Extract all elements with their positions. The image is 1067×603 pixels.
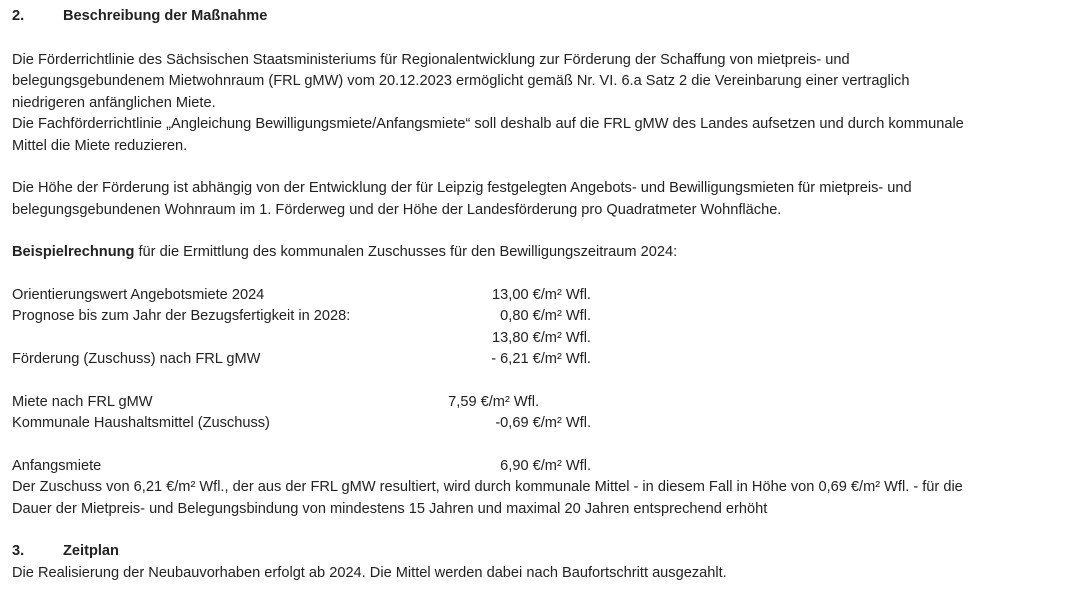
calc-value: 13,00 €/m² Wfl. <box>492 286 591 303</box>
calc-label: Anfangsmiete <box>12 457 102 474</box>
calc-row <box>12 413 1062 435</box>
section-3-number: 3. <box>12 543 25 559</box>
text-line: Die Fachförderrichtlinie „Angleichung Bewilligungsmiete/Anfangsmiete“ soll deshalb auf die FRL gMW des Landes aufsetzen und durch kommunale <box>12 116 964 132</box>
calc-label: Förderung (Zuschuss) nach FRL gMW <box>12 351 261 367</box>
section-2-number: 2. <box>12 8 25 24</box>
calc-value: 6,90 €/m² Wfl. <box>500 457 591 474</box>
zeitplan-text: Die Realisierung der Neubauvorhaben erfolgt ab 2024. Die Mittel werden dabei nach Baufortschritt ausgezahlt. <box>12 564 727 581</box>
paragraph-foerderrichtlinie <box>12 50 1062 158</box>
calc-row <box>12 456 1062 478</box>
document-page <box>12 6 1062 584</box>
calc-label: Orientierungswert Angebotsmiete 2024 <box>12 286 265 303</box>
section-3-heading <box>12 541 1062 563</box>
calc-value: -0,69 €/m² Wfl. <box>495 415 591 431</box>
text-line: Die Förderrichtlinie des Sächsischen Staatsministeriums für Regionalentwicklung zur Förderung der Schaffung von mietpreis- und <box>12 51 850 68</box>
calc-value: 13,80 €/m² Wfl. <box>492 329 591 346</box>
text-line: Der Zuschuss von 6,21 €/m² Wfl., der aus der FRL gMW resultiert, wird durch kommunale Mittel - in diesem Fall in Höhe von 0,69 €/m² Wfl. - für die <box>12 479 963 495</box>
calc-row <box>12 306 1062 328</box>
calc-label: Miete nach FRL gMW <box>12 393 153 410</box>
calc-value: 7,59 €/m² Wfl. <box>448 393 539 410</box>
text-line: belegungsgebundenem Mietwohnraum (FRL gMW) vom 20.12.2023 ermöglicht gemäß Nr. VI. 6.a Satz 2 die Vereinbarung einer vertraglich <box>12 73 910 89</box>
calc-label: Kommunale Haushaltsmittel (Zuschuss) <box>12 415 270 431</box>
text-line: Mittel die Miete reduzieren. <box>12 137 188 154</box>
text-line: belegungsgebundenen Wohnraum im 1. Förderweg und der Höhe der Landesförderung pro Quadratmeter Wohnfläche. <box>12 201 782 218</box>
text-line: Die Höhe der Förderung ist abhängig von der Entwicklung der für Leipzig festgelegten Angebots- und Bewilligungsmieten für mietpreis- und <box>12 180 912 196</box>
calc-row <box>12 349 1062 371</box>
calc-row <box>12 392 1062 414</box>
calc-value: 0,80 €/m² Wfl. <box>500 308 591 324</box>
text-line: Dauer der Mietpreis- und Belegungsbindung von mindestens 15 Jahren und maximal 20 Jahren entsprechend erhöht <box>12 500 768 517</box>
section-2-title: Beschreibung der Maßnahme <box>63 8 268 24</box>
example-intro-text: für die Ermittlung des kommunalen Zuschusses für den Bewilligungszeitraum 2024: <box>134 244 678 260</box>
calc-row <box>12 285 1062 307</box>
paragraph-foerderhoehe <box>12 178 1062 221</box>
section-3-title: Zeitplan <box>63 543 119 559</box>
example-bold-label: Beispielrechnung <box>12 244 135 260</box>
paragraph-zuschuss <box>12 477 1062 520</box>
calculation-table <box>12 285 1062 478</box>
text-line: niedrigeren anfänglichen Miete. <box>12 94 216 111</box>
section-2-heading <box>12 6 1062 28</box>
example-intro <box>12 242 1062 264</box>
calc-value: - 6,21 €/m² Wfl. <box>491 351 591 367</box>
calc-row <box>12 328 1062 350</box>
calc-label: Prognose bis zum Jahr der Bezugsfertigkeit in 2028: <box>12 308 351 324</box>
